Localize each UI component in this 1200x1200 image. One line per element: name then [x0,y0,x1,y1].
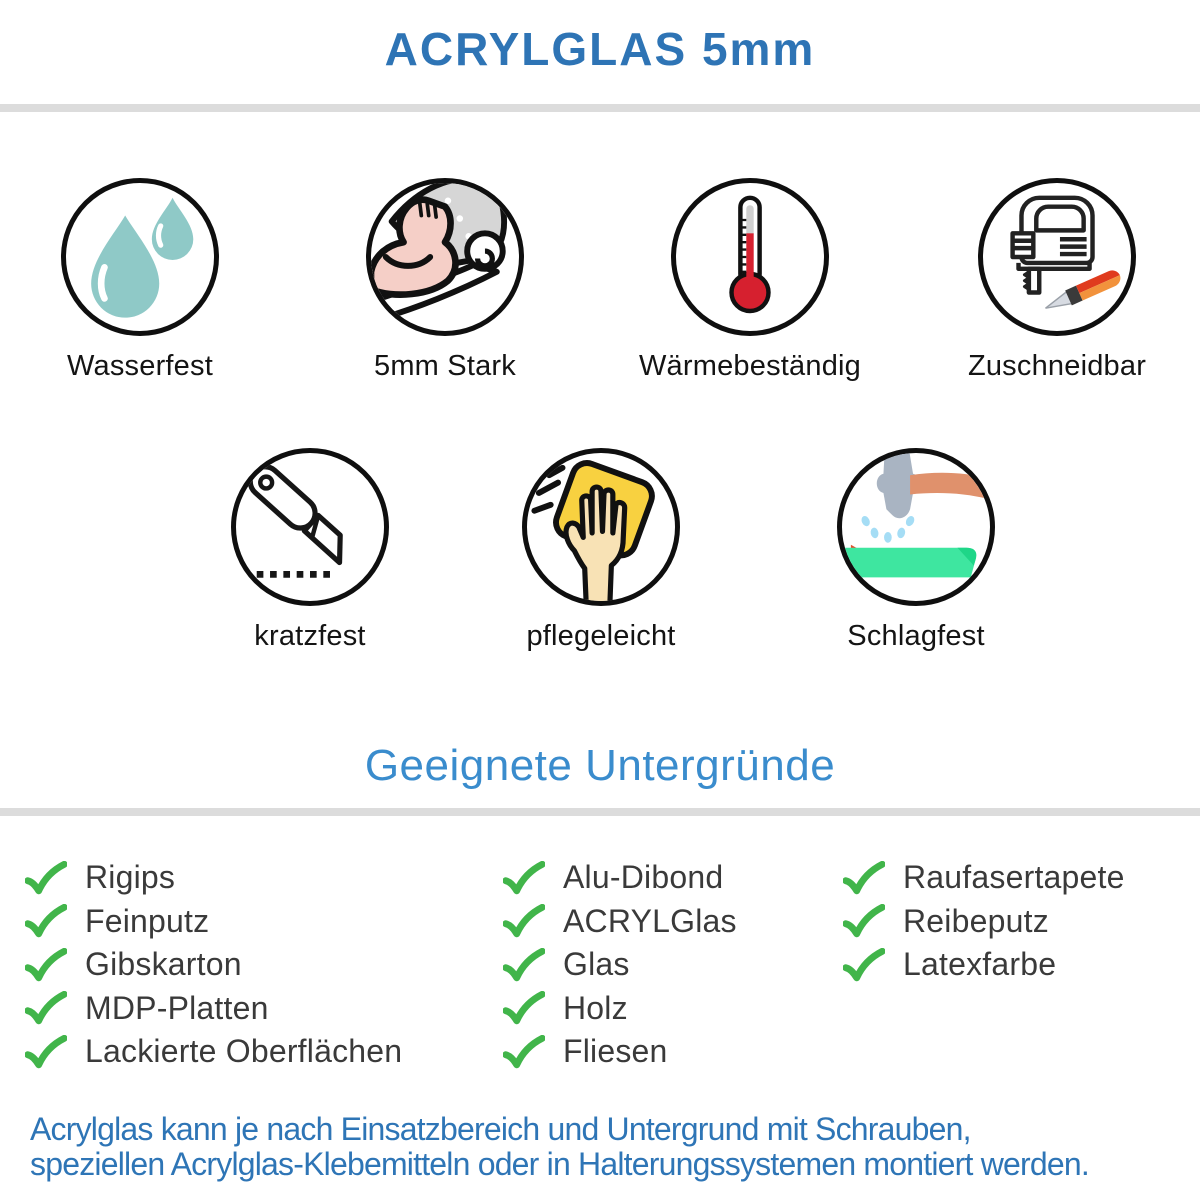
surface-label: Rigips [85,859,176,896]
list-item [503,943,737,987]
feature-label: Wärmebeständig [638,350,861,382]
divider [0,808,1200,816]
feature-waermebestaendig [630,178,870,383]
surface-label: Gibskarton [85,946,242,983]
check-icon [843,904,885,938]
surface-label: Fliesen [563,1033,668,1070]
feature-label: kratzfest [254,620,366,652]
feature-schlagfest [796,448,1036,653]
list-item [503,1030,737,1074]
check-icon [503,991,545,1025]
surface-label: Feinputz [85,902,210,939]
feature-kratzfest [190,448,430,653]
list-item [25,900,402,944]
mounting-note [30,1112,1190,1182]
divider [0,104,1200,112]
feature-5mm-stark [325,178,565,383]
feature-label: Schlagfest [847,620,985,652]
list-item [843,856,1125,900]
check-icon [503,904,545,938]
check-icon [25,861,67,895]
list-item [503,856,737,900]
cleaning-hand-icon [522,448,680,606]
feature-pflegeleicht [481,448,721,653]
surface-label: Holz [563,989,628,1026]
feature-label: pflegeleicht [526,620,676,652]
mounting-note-line1: Acrylglas kann je nach Einsatzbereich und Untergrund mit Schrauben, [30,1111,971,1147]
check-icon [25,1035,67,1069]
list-item [25,856,402,900]
surface-label: Raufasertapete [903,859,1125,896]
mounting-note-line2: speziellen Acrylglas-Klebemitteln oder in Halterungssystemen montiert werden. [30,1146,1089,1182]
check-icon [503,861,545,895]
page-title: ACRYLGLAS 5mm [384,23,816,75]
list-item [843,943,1125,987]
list-item [843,900,1125,944]
check-icon [25,991,67,1025]
check-icon [25,948,67,982]
feature-label: Wasserfest [67,350,213,382]
jigsaw-knife-icon [978,178,1136,336]
surface-label: Glas [563,946,630,983]
list-item [503,900,737,944]
feature-zuschneidbar [937,178,1177,383]
check-icon [503,1035,545,1069]
list-item [25,987,402,1031]
surface-label: Reibeputz [903,902,1049,939]
check-icon [503,948,545,982]
water-drops-icon [61,178,219,336]
check-icon [843,861,885,895]
surface-label: Lackierte Oberflächen [85,1033,403,1070]
check-icon [843,948,885,982]
surfaces-column-2 [503,856,737,1074]
check-icon [25,904,67,938]
surface-label: ACRYLGlas [563,902,737,939]
hammer-impact-icon [837,448,995,606]
list-item [503,987,737,1031]
surface-label: Latexfarbe [903,946,1057,983]
feature-label: Zuschneidbar [967,350,1147,382]
surfaces-column-1 [25,856,402,1074]
feature-wasserfest [20,178,260,383]
surface-label: Alu-Dibond [563,859,724,896]
list-item [25,943,402,987]
utility-knife-icon [231,448,389,606]
muscle-arm-sheet-icon [366,178,524,336]
thermometer-icon [671,178,829,336]
surfaces-column-3 [843,856,1125,987]
list-item [25,1030,402,1074]
surface-label: MDP-Platten [85,989,269,1026]
surfaces-heading: Geeignete Untergründe [364,741,836,790]
feature-label: 5mm Stark [374,350,516,382]
